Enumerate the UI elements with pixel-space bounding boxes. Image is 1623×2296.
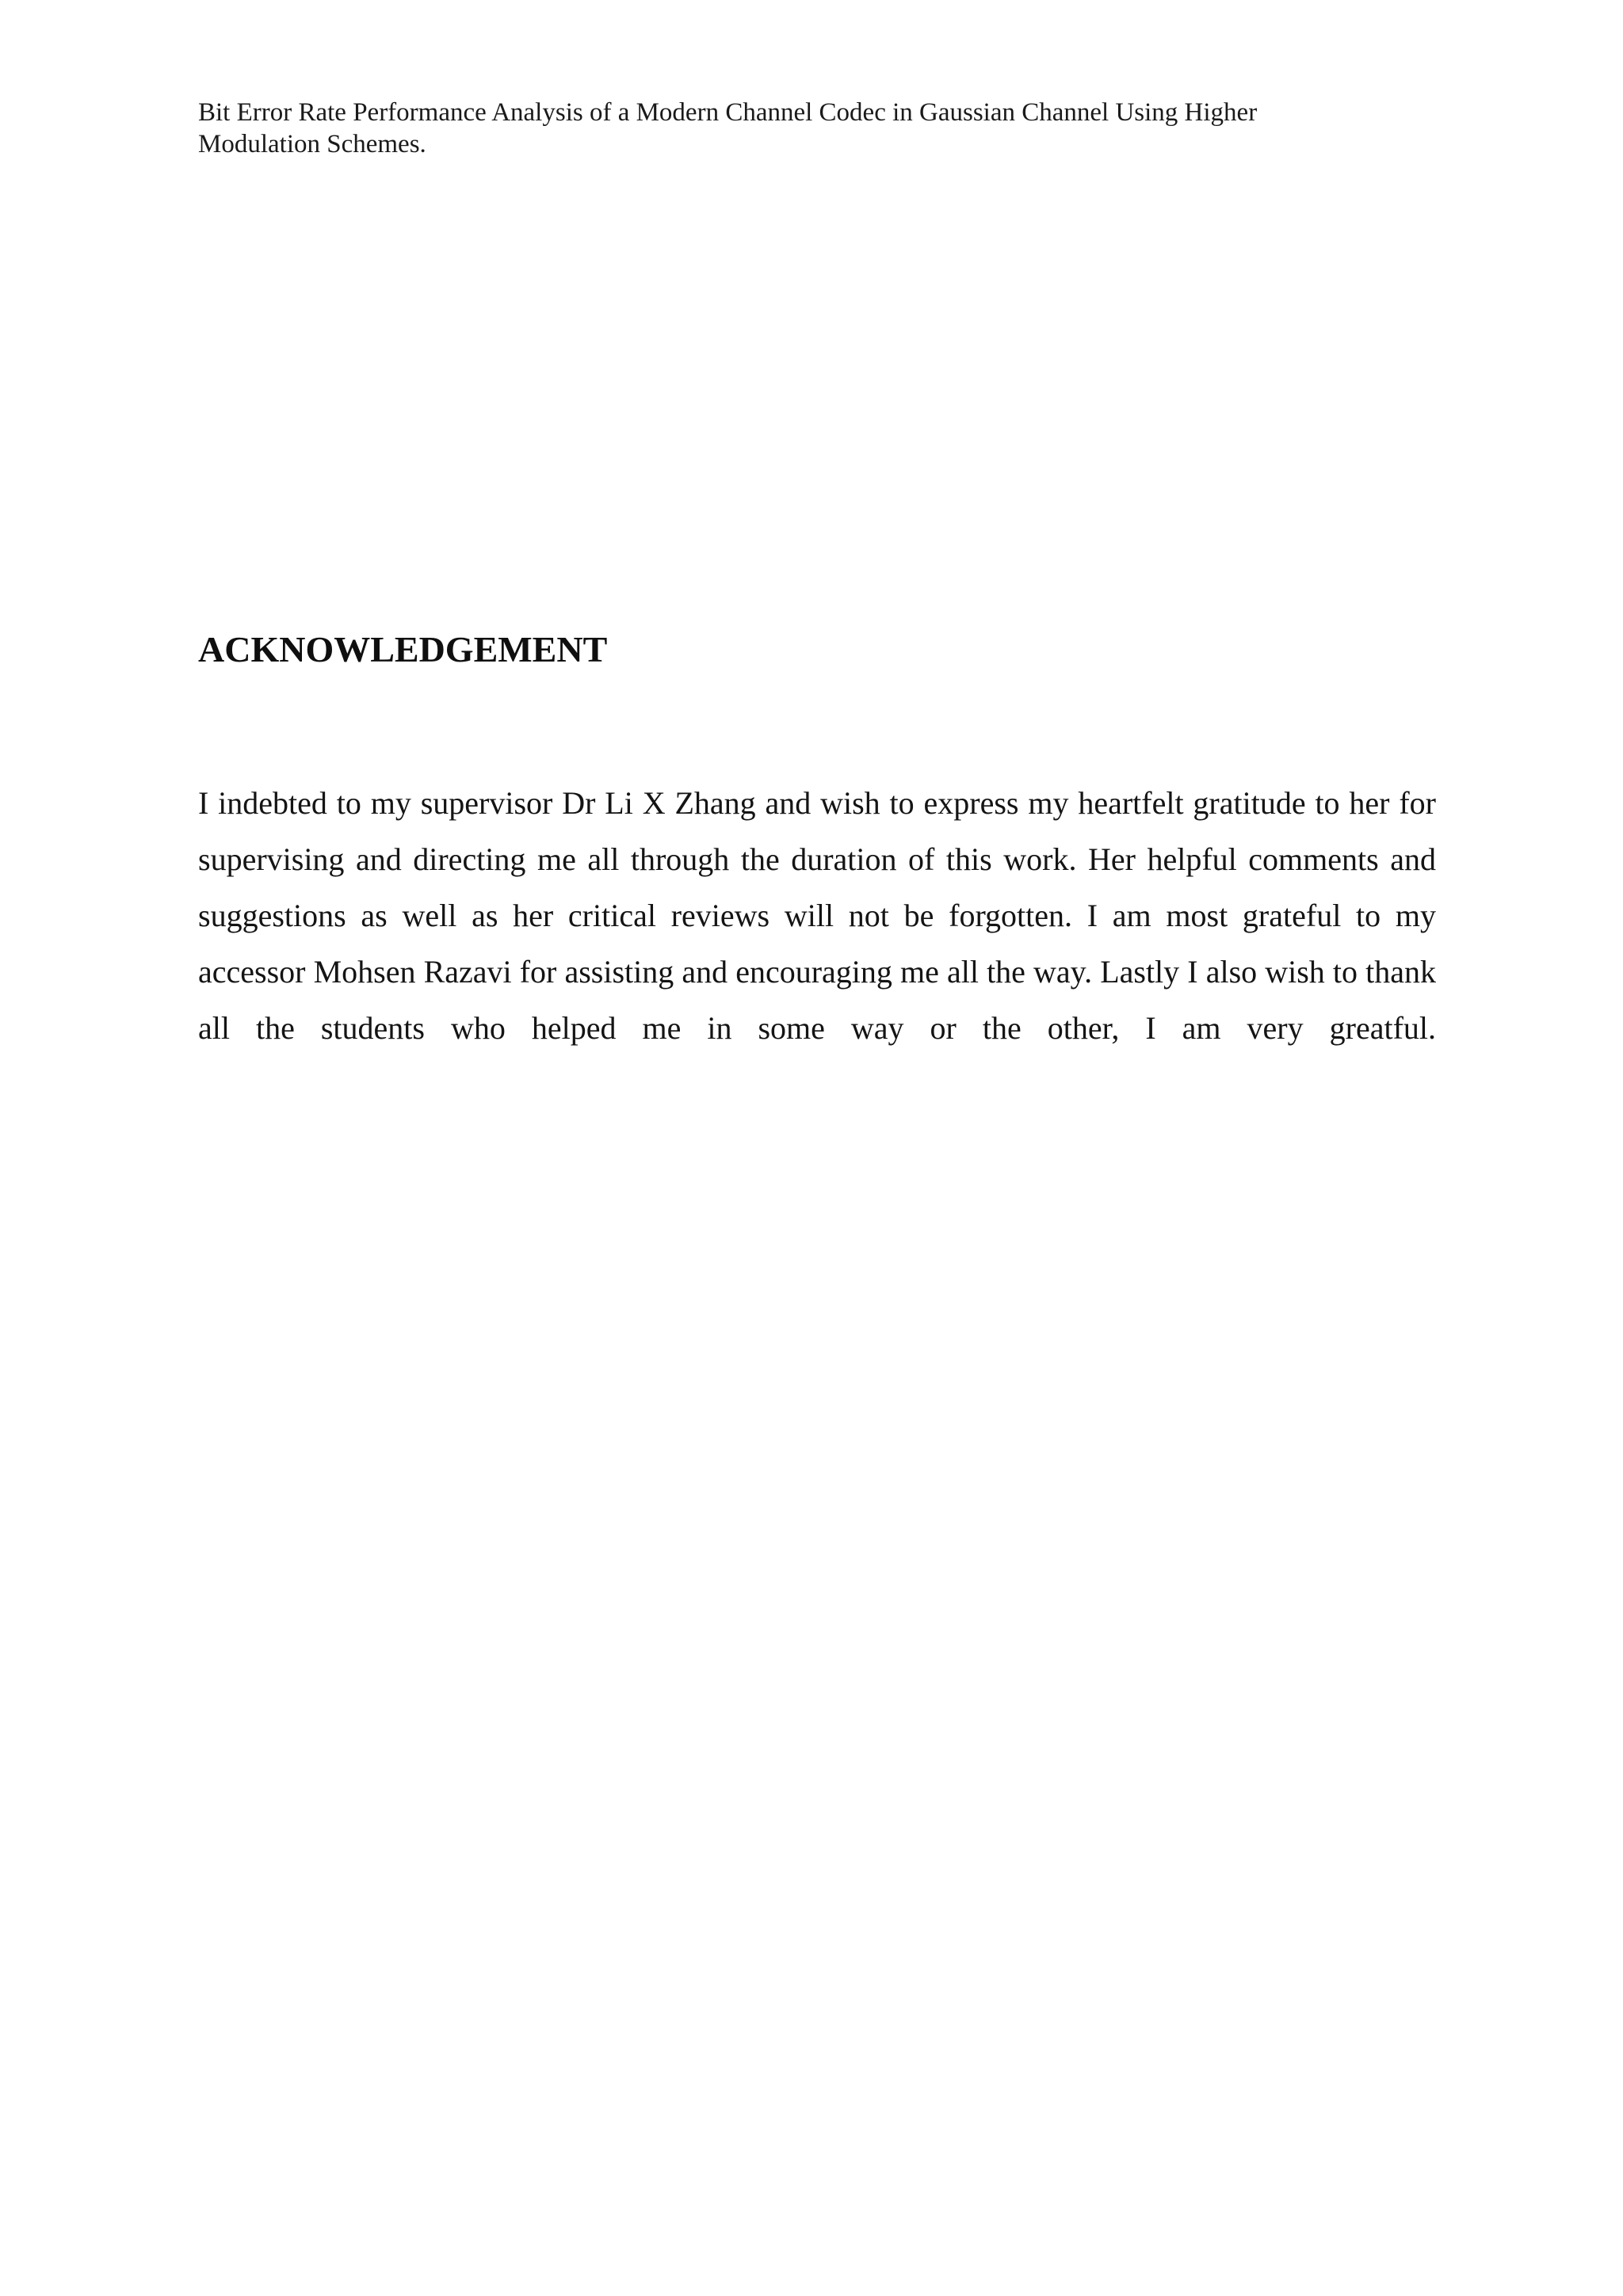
running-header: Bit Error Rate Performance Analysis of a Modern Channel Codec in Gaussian Channel Using Higher Modulation Schemes. [198,98,1258,158]
acknowledgement-paragraph: I indebted to my supervisor Dr Li X Zhang and wish to express my heartfelt gratitude to her for supervising and directing me all through the duration of this work. Her helpful comments and suggestions as well as her critical reviews will not be forgotten. I am most grateful to my accessor Mohsen Razavi for assisting and encouraging me all the way. Lastly I also wish to thank all the students who helped me in some way or the other, I am very greatful. [198,785,1436,1046]
section-heading: ACKNOWLEDGEMENT [198,629,608,669]
